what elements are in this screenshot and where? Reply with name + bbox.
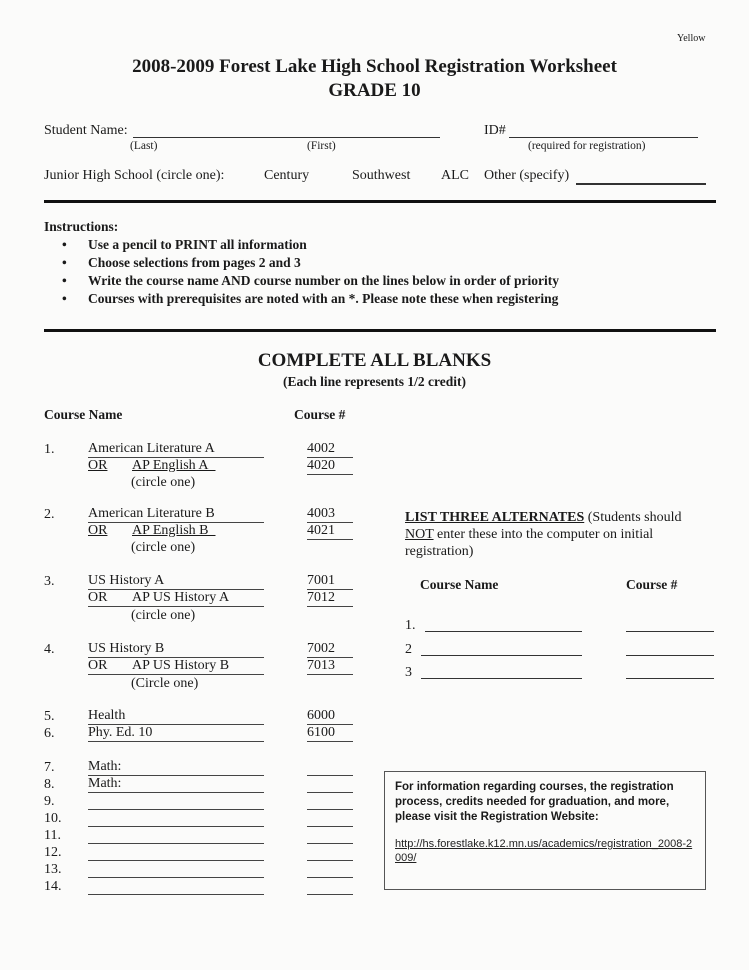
- circle-one-note: (circle one): [131, 540, 196, 555]
- course-number-field[interactable]: 4002: [307, 441, 353, 458]
- course-name-field[interactable]: US History B: [88, 641, 264, 658]
- alternate-course-name-field[interactable]: [421, 655, 582, 656]
- junior-high-option-southwest[interactable]: Southwest: [352, 168, 411, 183]
- instructions-list: [62, 236, 559, 308]
- course-number-field[interactable]: [307, 776, 353, 793]
- course-name-field[interactable]: American Literature A: [88, 441, 264, 458]
- alternate-course-number-field[interactable]: [626, 678, 714, 679]
- registration-info-box: [384, 771, 706, 890]
- section-note: (Each line represents 1/2 credit): [283, 374, 466, 389]
- other-specify-label: Other (specify): [484, 168, 570, 183]
- alt-course-name: AP US History B: [132, 658, 230, 673]
- row-number: 7.: [44, 760, 55, 775]
- course-number-field[interactable]: 7002: [307, 641, 353, 658]
- circle-one-note: (Circle one): [131, 676, 199, 691]
- course-number-field[interactable]: [307, 861, 353, 878]
- other-specify-field[interactable]: [576, 183, 706, 185]
- instruction-item: • Choose selections from pages 2 and 3: [62, 255, 301, 270]
- course-name-field[interactable]: [88, 827, 264, 844]
- or-option[interactable]: OR AP English B: [88, 523, 209, 538]
- course-name-field[interactable]: [88, 878, 264, 895]
- circle-one-note: (circle one): [131, 475, 196, 490]
- alternates-instructions: LIST THREE ALTERNATES (Students should NOT enter these into the computer on initial registration): [405, 510, 682, 559]
- alternates-course-name-header: Course Name: [420, 577, 499, 592]
- row-number: 11.: [44, 828, 61, 843]
- course-name-field[interactable]: Math:: [88, 759, 264, 776]
- alternates-heading: LIST THREE ALTERNATES: [405, 510, 585, 525]
- row-number: 8.: [44, 777, 55, 792]
- junior-high-label: Junior High School (circle one):: [44, 168, 225, 183]
- alt-course-name: AP US History A: [132, 590, 230, 605]
- instructions-heading: Instructions:: [44, 219, 119, 234]
- registration-website-link[interactable]: http://hs.forestlake.k12.mn.us/academics/registration_2008-2009/: [395, 838, 693, 864]
- junior-high-option-century[interactable]: Century: [264, 168, 310, 183]
- section-heading: COMPLETE ALL BLANKS: [257, 350, 492, 371]
- alt-course-number[interactable]: 4021: [307, 523, 353, 540]
- student-name-label: Student Name:: [44, 123, 128, 138]
- bullet-icon: •: [62, 291, 67, 306]
- row-number: 10.: [44, 811, 62, 826]
- instruction-item: • Write the course name AND course number on the lines below in order of priority: [62, 273, 559, 288]
- alt-course-number[interactable]: 7012: [307, 590, 353, 607]
- alt-course-name: AP English B: [132, 523, 209, 538]
- page-subtitle: GRADE 10: [328, 80, 421, 101]
- junior-high-option-alc[interactable]: ALC: [441, 168, 469, 183]
- id-label: ID#: [484, 123, 506, 138]
- alt-course-number[interactable]: 7013: [307, 658, 353, 675]
- course-name-field[interactable]: US History A: [88, 573, 264, 590]
- id-hint: (required for registration): [528, 140, 646, 152]
- course-name-field[interactable]: Math:: [88, 776, 264, 793]
- alternate-row-number: 3: [405, 665, 412, 680]
- instruction-item: • Courses with prerequisites are noted with an *. Please note these when registering: [62, 291, 559, 306]
- course-name-field[interactable]: Phy. Ed. 10: [88, 725, 264, 742]
- course-number-field[interactable]: 6000: [307, 708, 353, 725]
- bullet-icon: •: [62, 255, 67, 270]
- course-name-field[interactable]: [88, 810, 264, 827]
- circle-one-note: (circle one): [131, 608, 196, 623]
- course-number-field[interactable]: [307, 759, 353, 776]
- row-number: 12.: [44, 845, 62, 860]
- last-name-hint: (Last): [130, 140, 158, 152]
- instruction-item: • Use a pencil to PRINT all information: [62, 237, 307, 252]
- alternate-row-number: 2: [405, 642, 412, 657]
- divider: [44, 200, 716, 203]
- alternate-course-number-field[interactable]: [626, 655, 714, 656]
- course-number-field[interactable]: [307, 793, 353, 810]
- course-name-field[interactable]: [88, 861, 264, 878]
- id-field[interactable]: [509, 137, 698, 138]
- course-number-field[interactable]: [307, 844, 353, 861]
- alternates-course-number-header: Course #: [626, 577, 678, 592]
- alternate-course-name-field[interactable]: [421, 678, 582, 679]
- row-number: 5.: [44, 709, 55, 724]
- course-number-field[interactable]: 4003: [307, 506, 353, 523]
- or-option[interactable]: OR AP US History A: [88, 590, 264, 607]
- row-number: 1.: [44, 442, 55, 457]
- or-option[interactable]: OR AP English A: [88, 458, 209, 473]
- course-number-field[interactable]: 7001: [307, 573, 353, 590]
- row-number: 4.: [44, 642, 55, 657]
- course-number-field[interactable]: [307, 878, 353, 895]
- row-number: 14.: [44, 879, 62, 894]
- alternate-course-number-field[interactable]: [626, 631, 714, 632]
- alt-course-name: AP English A: [132, 458, 209, 473]
- course-number-column-header: Course #: [294, 407, 346, 422]
- course-number-field[interactable]: 6100: [307, 725, 353, 742]
- info-message: For information regarding courses, the registration process, credits needed for graduation, and more, please visit the Registration Website:: [395, 781, 674, 823]
- course-number-field[interactable]: [307, 827, 353, 844]
- alternate-row-number: 1.: [405, 618, 416, 633]
- first-name-hint: (First): [307, 140, 336, 152]
- or-option[interactable]: OR AP US History B: [88, 658, 264, 675]
- color-label: Yellow: [677, 33, 706, 44]
- course-name-field[interactable]: American Literature B: [88, 506, 264, 523]
- course-name-field[interactable]: [88, 793, 264, 810]
- divider: [44, 329, 716, 332]
- alternate-course-name-field[interactable]: [425, 631, 582, 632]
- course-name-field[interactable]: Health: [88, 708, 264, 725]
- bullet-icon: •: [62, 237, 67, 252]
- student-name-field[interactable]: [133, 137, 440, 138]
- row-number: 9.: [44, 794, 55, 809]
- alt-course-number[interactable]: 4020: [307, 458, 353, 475]
- bullet-icon: •: [62, 273, 67, 288]
- row-number: 6.: [44, 726, 55, 741]
- row-number: 13.: [44, 862, 62, 877]
- course-number-field[interactable]: [307, 810, 353, 827]
- course-name-field[interactable]: [88, 844, 264, 861]
- row-number: 2.: [44, 507, 55, 522]
- course-name-column-header: Course Name: [44, 407, 123, 422]
- page-title: 2008-2009 Forest Lake High School Registration Worksheet: [132, 56, 617, 77]
- row-number: 3.: [44, 574, 55, 589]
